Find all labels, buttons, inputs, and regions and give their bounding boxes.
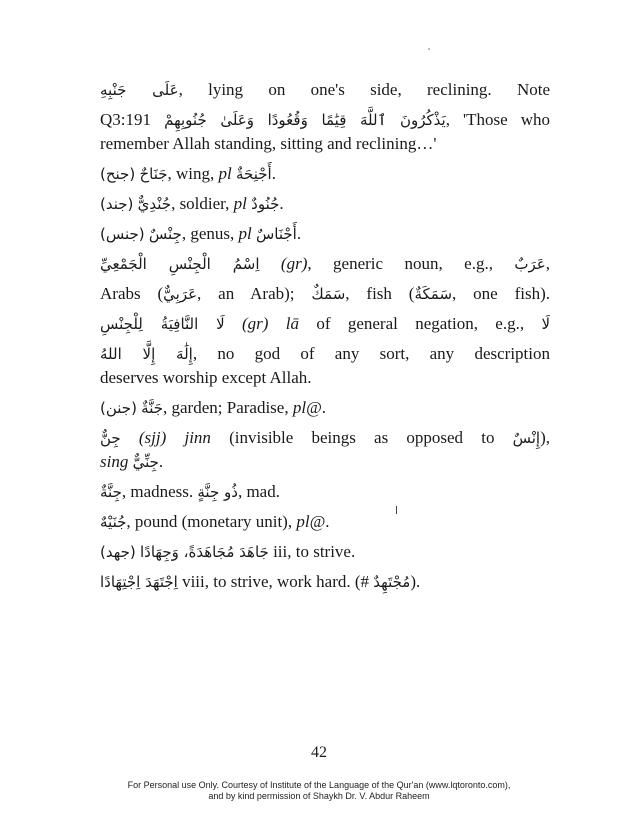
entry-arabs-fish (100, 284, 550, 304)
entry-text: Arabs ( (100, 284, 164, 303)
entry-janna (100, 398, 550, 418)
entry-text: deserves worship except Allah. (100, 368, 312, 387)
entry-punct: , (545, 254, 550, 273)
arabic-term: جِنَّةٌ (100, 483, 122, 501)
arabic-root: (جهد) (100, 543, 136, 561)
arabic-term: جُنَيْهٌ (100, 513, 127, 531)
plural-label: pl@ (292, 398, 322, 417)
grammar-label: (gr) (242, 314, 269, 333)
entry-jins (100, 224, 550, 244)
entry-text: , madness. (121, 482, 198, 501)
entry-punct: . (321, 398, 326, 417)
arabic-term: عَرَبِيٌّ (163, 285, 198, 303)
entry-jinni-singular (100, 452, 550, 472)
page-number: 42 (311, 744, 327, 761)
arabic-term: جِنٌّ (100, 429, 121, 447)
arabic-term: ذُو جِنَّةٍ (197, 483, 238, 501)
arabic-term: مُجْتَهِدٌ (373, 573, 411, 591)
entry-text: , an Arab); (197, 284, 312, 303)
entry-jinna-madness (100, 482, 550, 502)
entry-junayh (100, 512, 550, 532)
entry-text: , soldier, (171, 194, 234, 213)
arabic-term: اِسْمُ الْجِنْسِ الْجَمْعِيِّ (100, 255, 260, 273)
entry-jinn (100, 428, 550, 448)
arabic-root: (جند) (100, 195, 134, 213)
arabic-term: جَنَاحٌ (139, 165, 168, 183)
footer-credit (0, 780, 638, 802)
entry-text: , generic noun, e.g., (307, 254, 515, 273)
entry-quran-ref (100, 110, 550, 130)
transliteration: jinn (184, 428, 211, 447)
entry-quran-translation (100, 134, 550, 154)
entry-punct: ). (410, 572, 421, 591)
plural-label: pl@ (296, 512, 326, 531)
arabic-root: (جنح) (100, 165, 136, 183)
singular-label: sing (100, 452, 129, 471)
entry-text: , garden; Paradise, (163, 398, 293, 417)
arabic-term: إِنْسٌ (512, 429, 541, 447)
entry-punct: ), (540, 428, 551, 447)
entry-ala-janbihi (100, 80, 550, 100)
entry-text: , wing, (167, 164, 219, 183)
entry-ism-al-jins (100, 254, 550, 274)
arabic-plural: أَجْنَاسٌ (255, 225, 297, 243)
arabic-root: (جنس) (100, 225, 145, 243)
entry-punct: . (279, 194, 284, 213)
arabic-term: سَمَكٌ (311, 285, 346, 303)
arabic-term: جُنْدِيٌّ (137, 195, 172, 213)
entry-text: , genus, (181, 224, 239, 243)
entry-text: , fish ( (345, 284, 415, 303)
arabic-verse: يَذْكُرُونَ ٱللَّهَ قِيَٰمًا وَقُعُودًا وَعَلَىٰ جُنُوبِهِمْ (164, 111, 446, 129)
grammar-label: (gr) (280, 254, 308, 273)
entry-punct: . (271, 164, 276, 183)
entry-text: iii, to strive. (268, 542, 356, 561)
arabic-term: جِنْسٌ (148, 225, 182, 243)
entry-jahada (100, 542, 550, 562)
entry-jundi (100, 194, 550, 214)
footer-line: For Personal use Only. Courtesy of Institute of the Language of the Qur'an (www.lqtoronto.com), (127, 780, 511, 790)
arabic-plural: أَجْنِحَةٌ (235, 165, 272, 183)
entry-text: , mad. (237, 482, 280, 501)
plural-label: pl (218, 164, 232, 183)
arabic-example: لَا (541, 315, 550, 333)
entry-no-god (100, 344, 550, 364)
entry-text: remember Allah standing, sitting and reclining…' (100, 134, 437, 153)
quran-reference: Q3:191 (100, 110, 151, 129)
plural-label: pl (238, 224, 252, 243)
entry-text: , pound (monetary unit), (126, 512, 297, 531)
entry-punct: . (325, 512, 330, 531)
arabic-term: جِنِّيٌّ (132, 453, 159, 471)
entry-la-nafiya (100, 314, 550, 334)
entry-punct: . (158, 452, 164, 471)
arabic-root: (جنن) (100, 399, 137, 417)
entry-text: , no god of any sort, any description (192, 344, 550, 363)
arabic-term: لَا النَّافِيَةُ لِلْجِنْسِ (100, 315, 225, 333)
arabic-term: جَاهَدَ مُجَاهَدَةً، وَجِهَادًا (140, 543, 269, 561)
entry-ijtahada (100, 572, 550, 592)
arabic-term: سَمَكَةٌ (414, 285, 453, 303)
glossary-entries (100, 80, 550, 602)
entry-text: , lying on one's side, reclining. Note (178, 80, 550, 99)
arabic-term: عَلَى جَنْبِهِ (100, 81, 179, 99)
arabic-term: اِجْتَهَدَ اِجْتِهَادًا (100, 573, 178, 591)
arabic-phrase: إِلَٰهَ إِلَّا اللهُ (100, 345, 193, 363)
entry-text: , one fish). (452, 284, 550, 303)
arabic-term: جَنَّةٌ (141, 399, 164, 417)
entry-janah (100, 164, 550, 184)
scan-speck (428, 48, 430, 50)
arabic-plural: جُنُودٌ (251, 195, 280, 213)
transliteration: lā (285, 314, 300, 333)
plural-label: pl (233, 194, 247, 213)
entry-text: , 'Those who (445, 110, 550, 129)
entry-text: of general negation, e.g., (299, 314, 542, 333)
entry-worship (100, 368, 550, 388)
entry-text: (invisible beings as opposed to (210, 428, 513, 447)
footer-line: and by kind permission of Shaykh Dr. V. Abdur Raheem (208, 791, 430, 801)
entry-text: viii, to strive, work hard. (# (177, 572, 374, 591)
arabic-example: عَرَبٌ (514, 255, 546, 273)
entry-punct: . (296, 224, 302, 243)
grammar-label: (sjj) (138, 428, 167, 447)
